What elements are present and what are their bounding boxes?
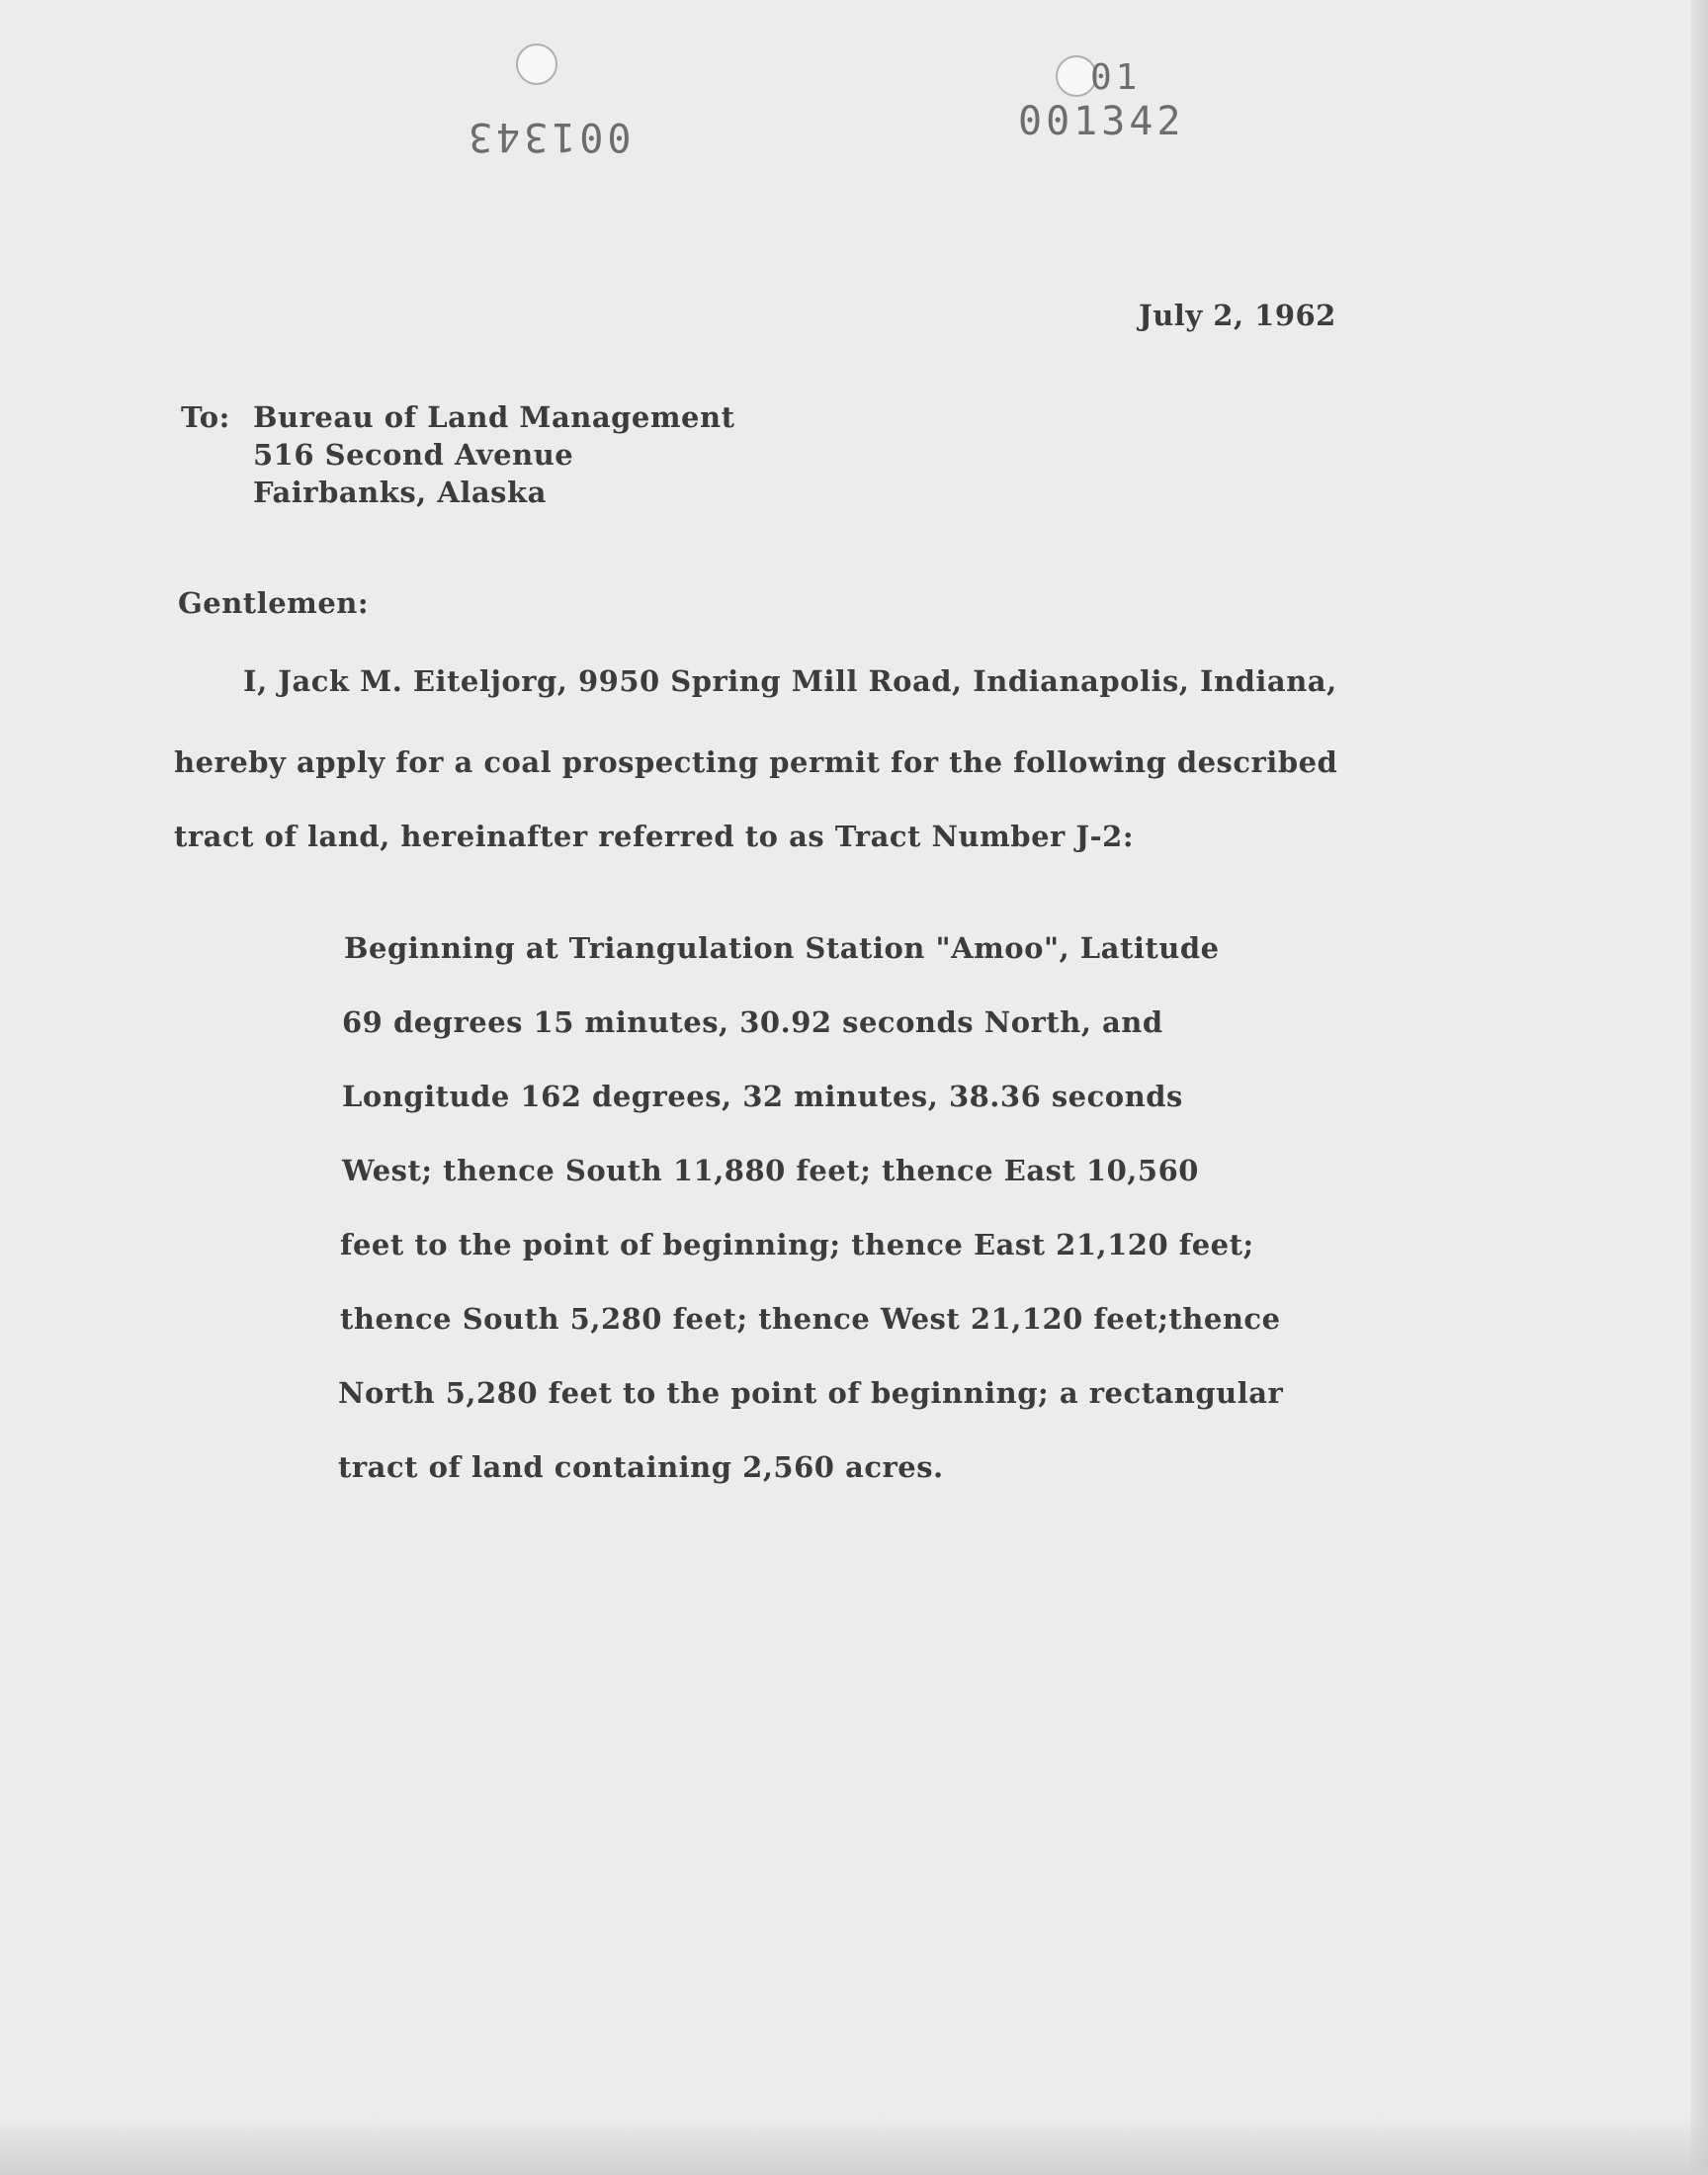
stamp-number: 001342 (1018, 99, 1185, 144)
recipient-label: To: (181, 400, 230, 434)
page-bottom-shadow (0, 2116, 1708, 2175)
description-line: Longitude 162 degrees, 32 minutes, 38.36 seconds (342, 1080, 1183, 1113)
address-line: Bureau of Land Management (253, 400, 735, 434)
description-line: Beginning at Triangulation Station "Amoo", Latitude (344, 931, 1220, 965)
description-line: thence South 5,280 feet; thence West 21,120 feet;thence (340, 1302, 1281, 1336)
description-line: 69 degrees 15 minutes, 30.92 seconds North, and (342, 1005, 1163, 1039)
letter-date: July 2, 1962 (1139, 299, 1336, 332)
paragraph-line: tract of land, hereinafter referred to as Tract Number J-2: (174, 820, 1135, 853)
description-line: tract of land containing 2,560 acres. (338, 1450, 944, 1484)
stamp-number-upside-down: 00134З (465, 114, 632, 159)
description-line: West; thence South 11,880 feet; thence East 10,560 (342, 1154, 1199, 1187)
stamp-number-small: 01 (1090, 57, 1142, 98)
description-line: North 5,280 feet to the point of beginning; a rectangular (338, 1376, 1284, 1410)
page-edge-shadow (1690, 0, 1708, 2175)
punch-hole-left (516, 44, 557, 85)
paragraph-line: hereby apply for a coal prospecting permit for the following described (174, 745, 1338, 779)
address-line: Fairbanks, Alaska (253, 476, 547, 509)
address-line: 516 Second Avenue (253, 438, 574, 472)
paragraph-line: I, Jack M. Eiteljorg, 9950 Spring Mill Road, Indianapolis, Indiana, (243, 664, 1337, 698)
salutation: Gentlemen: (178, 586, 370, 620)
description-line: feet to the point of beginning; thence East 21,120 feet; (340, 1228, 1254, 1262)
